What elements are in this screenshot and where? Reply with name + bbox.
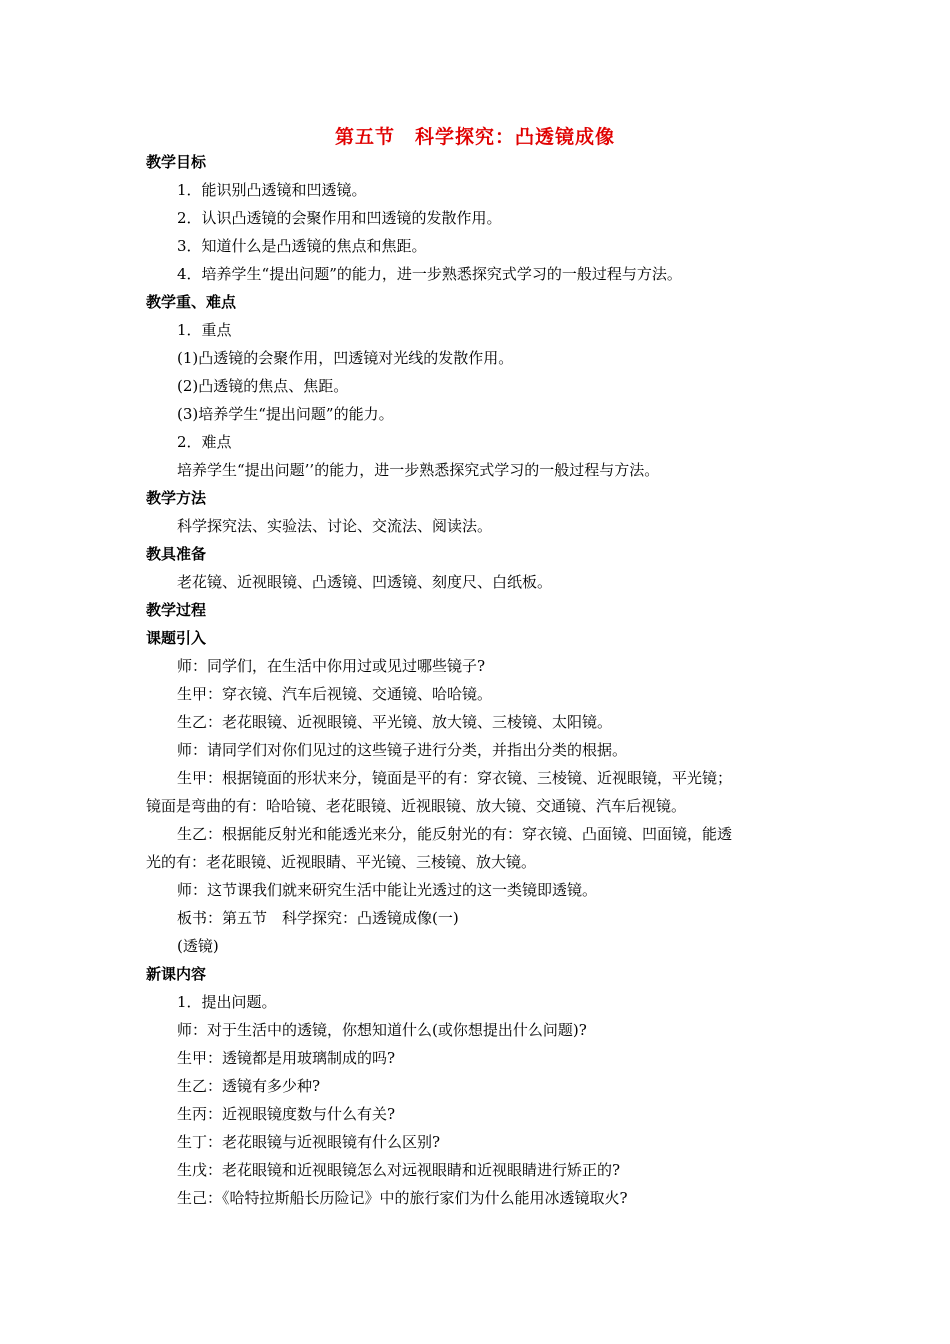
body-line: 师：同学们，在生活中你用过或见过哪些镜子? xyxy=(177,657,486,675)
body-line: 师：对于生活中的透镜，你想知道什么(或你想提出什么问题)? xyxy=(177,1021,587,1039)
body-line: 1．重点 xyxy=(177,321,232,339)
section-heading: 教学方法 xyxy=(146,489,207,507)
body-line: 生戊：老花眼镜和近视眼镜怎么对远视眼睛和近视眼睛进行矫正的? xyxy=(177,1161,621,1179)
body-line: (透镜) xyxy=(177,937,219,955)
body-line: 生乙：老花眼镜、近视眼镜、平光镜、放大镜、三棱镜、太阳镜。 xyxy=(177,713,613,731)
body-line: 老花镜、近视眼镜、凸透镜、凹透镜、刻度尺、白纸板。 xyxy=(177,573,553,591)
body-line: (2)凸透镜的焦点、焦距。 xyxy=(177,377,349,395)
body-line: 师：请同学们对你们见过的这些镜子进行分类，并指出分类的根据。 xyxy=(177,741,628,759)
body-line: (3)培养学生“提出问题”的能力。 xyxy=(177,405,394,423)
section-heading: 教学过程 xyxy=(146,601,207,619)
body-line: 生乙：透镜有多少种? xyxy=(177,1077,321,1095)
body-line: 生丙：近视眼镜度数与什么有关? xyxy=(177,1105,396,1123)
page-title: 第五节 科学探究：凸透镜成像 xyxy=(334,126,615,148)
section-heading: 教学重、难点 xyxy=(146,293,237,311)
document-body xyxy=(146,148,806,1212)
body-line: 生甲：透镜都是用玻璃制成的吗? xyxy=(177,1049,396,1067)
body-line: 生甲：穿衣镜、汽车后视镜、交通镜、哈哈镜。 xyxy=(177,685,493,703)
body-line: 生乙：根据能反射光和能透光来分，能反射光的有：穿衣镜、凸面镜、凹面镜，能透 xyxy=(177,825,733,843)
section-heading: 课题引入 xyxy=(146,629,207,647)
body-line: 生己：《哈特拉斯船长历险记》中的旅行家们为什么能用冰透镜取火? xyxy=(177,1189,628,1207)
body-line: 板书：第五节 科学探究：凸透镜成像(一) xyxy=(177,909,459,927)
body-line: 2．认识凸透镜的会聚作用和凹透镜的发散作用。 xyxy=(177,209,502,227)
body-line: 培养学生“提出问题’’的能力，进一步熟悉探究式学习的一般过程与方法。 xyxy=(177,461,660,479)
body-line: (1)凸透镜的会聚作用，凹透镜对光线的发散作用。 xyxy=(177,349,514,367)
body-line: 镜面是弯曲的有：哈哈镜、老花眼镜、近视眼镜、放大镜、交通镜、汽车后视镜。 xyxy=(146,797,687,815)
body-line: 3．知道什么是凸透镜的焦点和焦距。 xyxy=(177,237,427,255)
body-line: 师：这节课我们就来研究生活中能让光透过的这一类镜即透镜。 xyxy=(177,881,598,899)
section-heading: 教学目标 xyxy=(146,153,207,171)
body-line: 2．难点 xyxy=(177,433,232,451)
body-line: 光的有：老花眼镜、近视眼睛、平光镜、三棱镜、放大镜。 xyxy=(146,853,537,871)
body-line: 生甲：根据镜面的形状来分，镜面是平的有：穿衣镜、三棱镜、近视眼镜，平光镜； xyxy=(177,769,733,787)
section-heading: 新课内容 xyxy=(146,965,207,983)
body-line: 4．培养学生“提出问题”的能力，进一步熟悉探究式学习的一般过程与方法。 xyxy=(177,265,682,283)
body-line: 科学探究法、实验法、讨论、交流法、阅读法。 xyxy=(177,517,493,535)
section-heading: 教具准备 xyxy=(146,545,207,563)
body-line: 1．提出问题。 xyxy=(177,993,277,1011)
body-line: 1．能识别凸透镜和凹透镜。 xyxy=(177,181,367,199)
body-line: 生丁：老花眼镜与近视眼镜有什么区别? xyxy=(177,1133,441,1151)
